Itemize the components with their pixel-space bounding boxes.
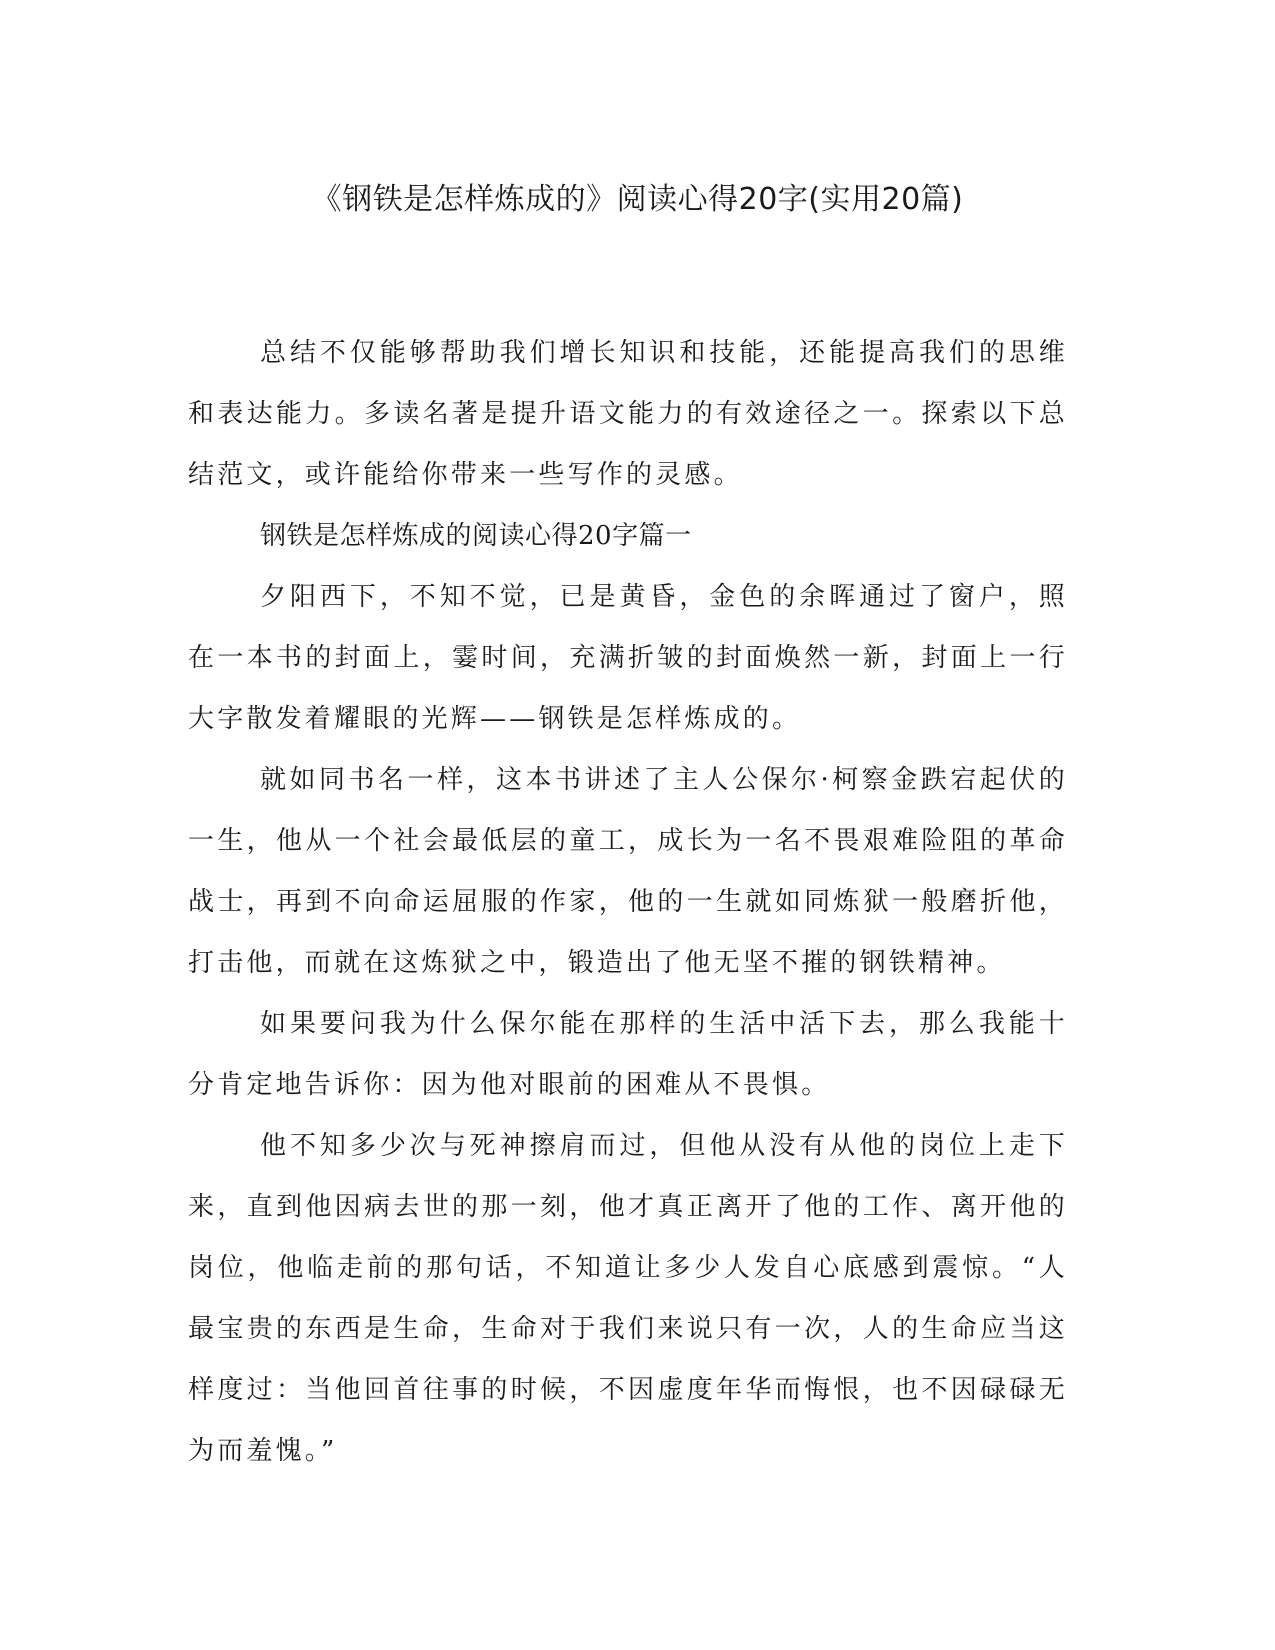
intro-paragraph: 总结不仅能够帮助我们增长知识和技能，还能提高我们的思维和表达能力。多读名著是提升语文能力的有效途径之一。探索以下总结范文，或许能给你带来一些写作的灵感。 (188, 338, 1068, 490)
body-paragraph: 如果要问我为什么保尔能在那样的生活中活下去，那么我能十分肯定地告诉你：因为他对眼前的困难从不畏惧。 (188, 1009, 1068, 1100)
body-paragraph: 夕阳西下，不知不觉，已是黄昏，金色的余晖通过了窗户，照在一本书的封面上，霎时间，充满折皱的封面焕然一新，封面上一行大字散发着耀眼的光辉——钢铁是怎样炼成的。 (188, 582, 1068, 734)
section-heading: 钢铁是怎样炼成的阅读心得20字篇一 (260, 521, 692, 551)
body-paragraph: 他不知多少次与死神擦肩而过，但他从没有从他的岗位上走下来，直到他因病去世的那一刻，他才真正离开了他的工作、离开他的岗位，他临走前的那句话，不知道让多少人发自心底感到震惊。“人最宝贵的东西是生命，生命对于我们来说只有一次，人的生命应当这样度过：当他回首往事的时候，不因虚度年华而悔恨，也不因碌碌无为而羞愧。” (188, 1131, 1068, 1466)
document-body (188, 323, 1068, 1482)
document-title: 《钢铁是怎样炼成的》阅读心得20字(实用20篇) (311, 182, 964, 217)
body-paragraph: 就如同书名一样，这本书讲述了主人公保尔·柯察金跌宕起伏的一生，他从一个社会最低层的童工，成长为一名不畏艰难险阻的革命战士，再到不向命运屈服的作家，他的一生就如同炼狱一般磨折他，打击他，而就在这炼狱之中，锻造出了他无坚不摧的钢铁精神。 (188, 765, 1068, 978)
